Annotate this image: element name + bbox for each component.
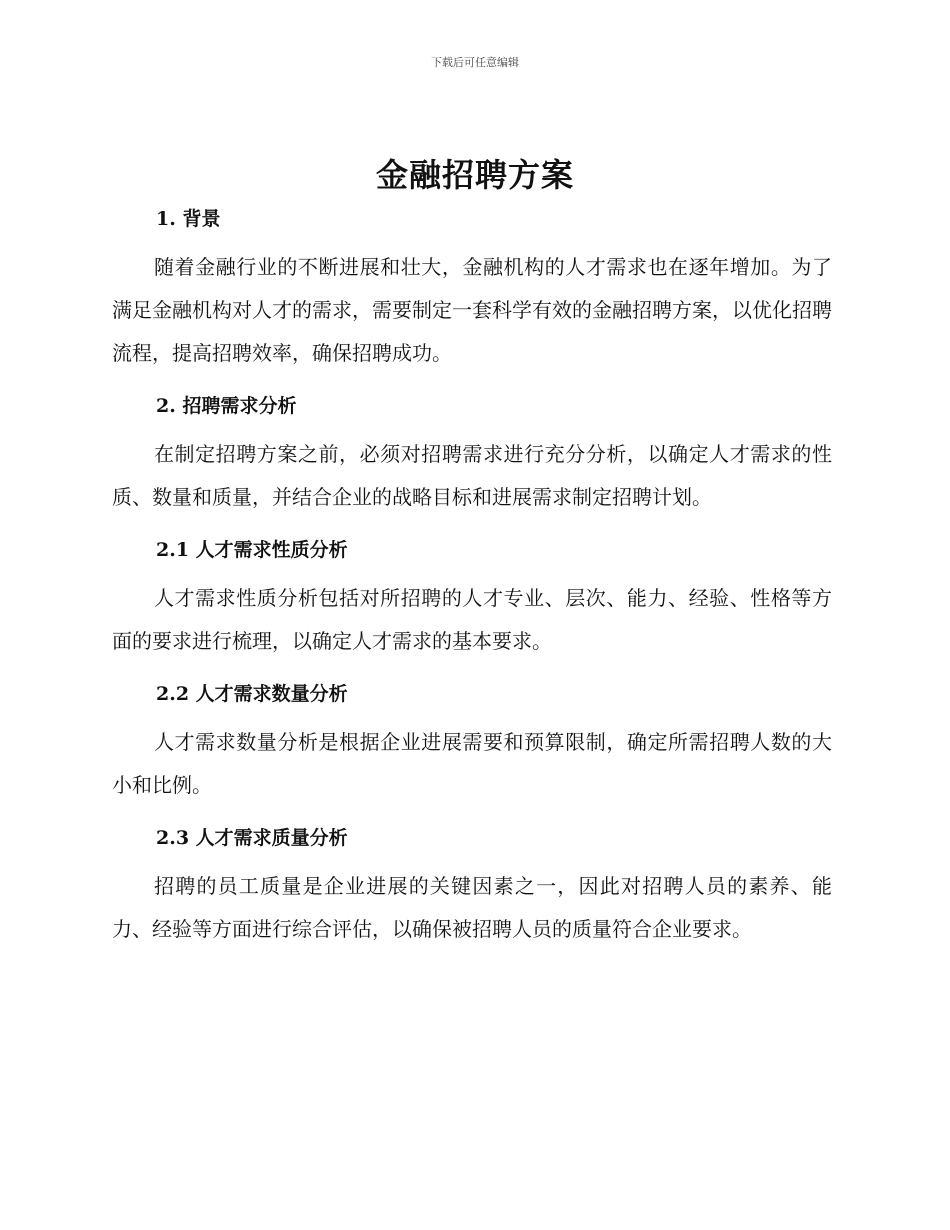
section-paragraph: 人才需求数量分析是根据企业进展需要和预算限制，确定所需招聘人数的大小和比例。 — [112, 730, 832, 797]
section-demand-nature — [112, 531, 832, 663]
section-demand-analysis — [112, 387, 832, 519]
header-note: 下载后可任意编辑 — [431, 56, 519, 69]
section-heading: 1. 背景 — [156, 208, 221, 230]
section-paragraph: 人才需求性质分析包括对所招聘的人才专业、层次、能力、经验、性格等方面的要求进行梳理，以确定人才需求的基本要求。 — [112, 586, 832, 653]
section-heading: 2.2 人才需求数量分析 — [156, 683, 348, 705]
section-heading: 2.1 人才需求性质分析 — [156, 539, 348, 561]
document-title: 金融招聘方案 — [375, 156, 574, 194]
section-demand-quality — [112, 819, 832, 951]
section-paragraph: 随着金融行业的不断进展和壮大，金融机构的人才需求也在逐年增加。为了满足金融机构对人才的需求，需要制定一套科学有效的金融招聘方案，以优化招聘流程，提高招聘效率，确保招聘成功。 — [112, 255, 832, 365]
document-body — [112, 200, 832, 963]
section-demand-quantity — [112, 675, 832, 807]
section-background — [112, 200, 832, 375]
section-paragraph: 招聘的员工质量是企业进展的关键因素之一，因此对招聘人员的素养、能力、经验等方面进行综合评估，以确保被招聘人员的质量符合企业要求。 — [112, 874, 832, 941]
section-heading: 2.3 人才需求质量分析 — [156, 827, 348, 849]
section-heading: 2. 招聘需求分析 — [156, 395, 297, 417]
section-paragraph: 在制定招聘方案之前，必须对招聘需求进行充分分析，以确定人才需求的性质、数量和质量，并结合企业的战略目标和进展需求制定招聘计划。 — [112, 442, 832, 509]
